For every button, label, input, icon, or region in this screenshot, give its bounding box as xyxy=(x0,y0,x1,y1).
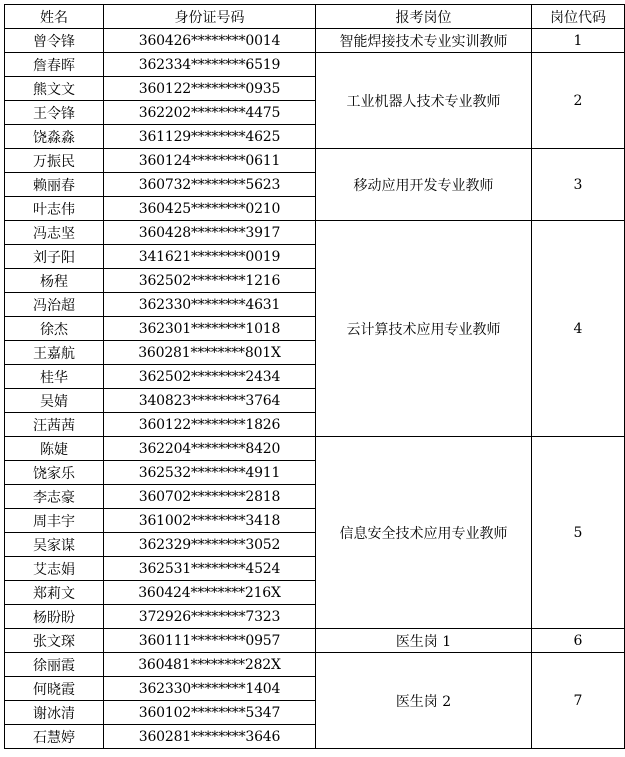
candidate-name: 石慧婷 xyxy=(5,725,104,749)
post-code: 3 xyxy=(532,149,625,221)
post-name: 医生岗 1 xyxy=(316,629,532,653)
post-name: 移动应用开发专业教师 xyxy=(316,149,532,221)
candidate-id-number: 362532********4911 xyxy=(104,461,316,485)
candidate-name: 詹春晖 xyxy=(5,53,104,77)
table-row xyxy=(5,653,625,677)
candidate-id-number: 362334********6519 xyxy=(104,53,316,77)
candidate-id-number: 361002********3418 xyxy=(104,509,316,533)
candidate-name: 李志豪 xyxy=(5,485,104,509)
candidate-name: 吴家谋 xyxy=(5,533,104,557)
candidate-id-number: 362329********3052 xyxy=(104,533,316,557)
header-post-code: 岗位代码 xyxy=(532,5,625,29)
candidate-name: 叶志伟 xyxy=(5,197,104,221)
candidate-name: 桂华 xyxy=(5,365,104,389)
candidate-id-number: 360425********0210 xyxy=(104,197,316,221)
candidate-name: 刘子阳 xyxy=(5,245,104,269)
post-code: 4 xyxy=(532,221,625,437)
candidate-name: 万振民 xyxy=(5,149,104,173)
candidate-name: 徐丽霞 xyxy=(5,653,104,677)
header-name: 姓名 xyxy=(5,5,104,29)
post-name: 医生岗 2 xyxy=(316,653,532,749)
candidate-id-number: 360426********0014 xyxy=(104,29,316,53)
candidate-id-number: 362502********2434 xyxy=(104,365,316,389)
candidate-id-number: 361129********4625 xyxy=(104,125,316,149)
candidate-id-number: 362330********4631 xyxy=(104,293,316,317)
candidate-name: 陈婕 xyxy=(5,437,104,461)
candidate-id-number: 360122********0935 xyxy=(104,77,316,101)
candidate-name: 曾令锋 xyxy=(5,29,104,53)
candidate-id-number: 360702********2818 xyxy=(104,485,316,509)
candidate-name: 王嘉航 xyxy=(5,341,104,365)
post-name: 工业机器人技术专业教师 xyxy=(316,53,532,149)
candidate-name: 艾志娟 xyxy=(5,557,104,581)
header-post: 报考岗位 xyxy=(316,5,532,29)
candidate-id-number: 360428********3917 xyxy=(104,221,316,245)
header-row xyxy=(5,5,625,29)
candidate-name: 饶家乐 xyxy=(5,461,104,485)
candidate-name: 徐杰 xyxy=(5,317,104,341)
candidate-id-number: 372926********7323 xyxy=(104,605,316,629)
post-code: 6 xyxy=(532,629,625,653)
candidate-id-number: 360124********0611 xyxy=(104,149,316,173)
candidate-name: 杨盼盼 xyxy=(5,605,104,629)
candidate-id-number: 360122********1826 xyxy=(104,413,316,437)
candidate-id-number: 362204********8420 xyxy=(104,437,316,461)
candidate-name: 谢冰清 xyxy=(5,701,104,725)
candidate-id-number: 341621********0019 xyxy=(104,245,316,269)
candidate-name: 饶淼淼 xyxy=(5,125,104,149)
table-row xyxy=(5,53,625,77)
table-row xyxy=(5,629,625,653)
candidate-id-number: 362330********1404 xyxy=(104,677,316,701)
candidate-name: 张文琛 xyxy=(5,629,104,653)
candidate-name: 冯志坚 xyxy=(5,221,104,245)
candidate-name: 杨程 xyxy=(5,269,104,293)
candidate-name: 王令锋 xyxy=(5,101,104,125)
candidate-name: 汪茜茜 xyxy=(5,413,104,437)
post-code: 5 xyxy=(532,437,625,629)
roster-body xyxy=(5,29,625,749)
candidate-id-number: 362202********4475 xyxy=(104,101,316,125)
candidate-name: 吴婧 xyxy=(5,389,104,413)
candidate-id-number: 362502********1216 xyxy=(104,269,316,293)
candidate-id-number: 360111********0957 xyxy=(104,629,316,653)
candidate-name: 赖丽春 xyxy=(5,173,104,197)
header-id-number: 身份证号码 xyxy=(104,5,316,29)
candidate-id-number: 340823********3764 xyxy=(104,389,316,413)
candidate-id-number: 360481********282X xyxy=(104,653,316,677)
table-row xyxy=(5,221,625,245)
candidate-id-number: 360102********5347 xyxy=(104,701,316,725)
candidate-id-number: 360424********216X xyxy=(104,581,316,605)
post-name: 信息安全技术应用专业教师 xyxy=(316,437,532,629)
candidate-name: 周丰宇 xyxy=(5,509,104,533)
table-row xyxy=(5,437,625,461)
candidate-id-number: 360732********5623 xyxy=(104,173,316,197)
post-name: 智能焊接技术专业实训教师 xyxy=(316,29,532,53)
candidate-id-number: 362531********4524 xyxy=(104,557,316,581)
candidate-id-number: 362301********1018 xyxy=(104,317,316,341)
post-name: 云计算技术应用专业教师 xyxy=(316,221,532,437)
post-code: 2 xyxy=(532,53,625,149)
candidate-name: 熊文文 xyxy=(5,77,104,101)
table-row xyxy=(5,149,625,173)
candidate-name: 冯治超 xyxy=(5,293,104,317)
candidate-name: 何晓霞 xyxy=(5,677,104,701)
post-code: 7 xyxy=(532,653,625,749)
candidate-id-number: 360281********801X xyxy=(104,341,316,365)
post-code: 1 xyxy=(532,29,625,53)
table-row xyxy=(5,29,625,53)
candidate-name: 郑莉文 xyxy=(5,581,104,605)
candidate-id-number: 360281********3646 xyxy=(104,725,316,749)
candidate-roster-table xyxy=(4,4,625,749)
